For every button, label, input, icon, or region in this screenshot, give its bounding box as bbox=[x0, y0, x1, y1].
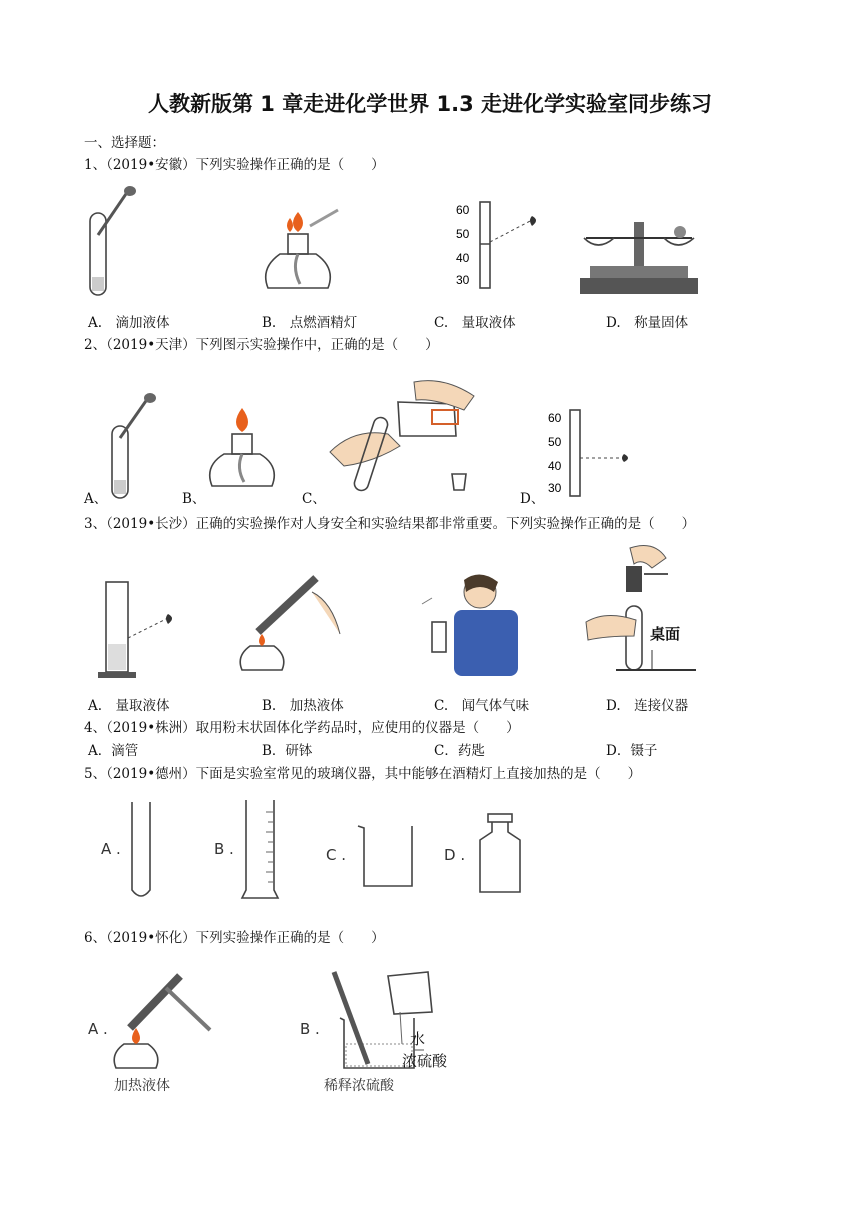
tick-40: 40 bbox=[548, 459, 562, 473]
dropper-tube-image bbox=[108, 392, 168, 502]
alcohol-lamp-image bbox=[206, 402, 278, 492]
q2-option-b: B、 bbox=[182, 491, 206, 507]
graduated-cylinder-image bbox=[240, 798, 280, 902]
question-3-stem: 3、（2019•长沙）正确的实验操作对人身安全和实验结果都非常重要。下列实验操作正确的是（ ） bbox=[84, 516, 696, 532]
question-4-stem: 4、（2019•株洲）取用粉末状固体化学药品时，应使用的仪器是（ ） bbox=[84, 720, 520, 736]
heating-liquid-image bbox=[110, 970, 220, 1074]
balance-image bbox=[576, 208, 702, 296]
smelling-gas-image bbox=[414, 570, 524, 680]
q3-option-b: B. 加热液体 bbox=[262, 698, 344, 714]
test-tube-image bbox=[128, 800, 154, 904]
question-6-stem: 6、（2019•怀化）下列实验操作正确的是（ ） bbox=[84, 930, 385, 946]
q3-option-a: A. 量取液体 bbox=[88, 698, 170, 714]
heating-tube-image bbox=[236, 572, 346, 676]
alcohol-lamp-image bbox=[258, 198, 338, 298]
q1-option-a: A. 滴加液体 bbox=[88, 315, 170, 331]
tick-40: 40 bbox=[456, 251, 470, 265]
q4-option-d: D．镊子 bbox=[606, 743, 658, 759]
q3-option-d: D. 连接仪器 bbox=[606, 698, 689, 714]
q6-acid-label: 浓硫酸 bbox=[402, 1052, 448, 1070]
tick-30: 30 bbox=[456, 273, 470, 287]
tick-60: 60 bbox=[548, 411, 562, 425]
tick-30: 30 bbox=[548, 481, 562, 495]
reagent-bottle-image bbox=[476, 812, 524, 894]
question-2-stem: 2、（2019•天津）下列图示实验操作中，正确的是（ ） bbox=[84, 337, 439, 353]
question-5-stem: 5、（2019•德州）下面是实验室常见的玻璃仪器，其中能够在酒精灯上直接加热的是（ ） bbox=[84, 766, 642, 782]
dropper-tube-image bbox=[80, 185, 150, 300]
q6-water-label: 水 bbox=[410, 1030, 426, 1048]
section-heading: 一、选择题： bbox=[84, 135, 165, 151]
page-title: 人教新版第 1 章走进化学世界 1.3 走进化学实验室同步练习 bbox=[147, 92, 713, 116]
q6-caption-a: 加热液体 bbox=[114, 1078, 170, 1094]
q4-option-c: C．药匙 bbox=[434, 743, 485, 759]
q5-label-d: D . bbox=[444, 846, 466, 864]
pouring-liquid-image bbox=[324, 376, 500, 498]
cylinder-image bbox=[98, 582, 188, 680]
q2-option-d: D、 bbox=[520, 491, 545, 507]
q6-caption-b: 稀释浓硫酸 bbox=[324, 1078, 394, 1094]
tick-50: 50 bbox=[548, 435, 562, 449]
q5-label-b: B . bbox=[214, 840, 234, 858]
tick-50: 50 bbox=[456, 227, 470, 241]
cylinder-reading-image bbox=[544, 410, 644, 498]
q4-option-a: A．滴管 bbox=[88, 743, 139, 759]
q1-option-c: C. 量取液体 bbox=[434, 315, 516, 331]
desk-label: 桌面 bbox=[650, 625, 681, 643]
q2-option-a: A、 bbox=[84, 491, 108, 507]
q6-label-a: A . bbox=[88, 1020, 108, 1038]
q1-option-b: B. 点燃酒精灯 bbox=[262, 315, 358, 331]
q3-option-c: C. 闻气体气味 bbox=[434, 698, 530, 714]
q1-option-d: D. 称量固体 bbox=[606, 315, 689, 331]
tick-60: 60 bbox=[456, 203, 470, 217]
q5-label-a: A . bbox=[101, 840, 121, 858]
connecting-apparatus-image bbox=[586, 544, 696, 674]
beaker-image bbox=[356, 822, 416, 890]
q6-label-b: B . bbox=[300, 1020, 320, 1038]
q2-option-c: C、 bbox=[302, 491, 326, 507]
q5-label-c: C . bbox=[326, 846, 347, 864]
question-1-stem: 1、（2019•安徽）下列实验操作正确的是（ ） bbox=[84, 157, 385, 173]
cylinder-reading-image bbox=[452, 200, 552, 292]
q4-option-b: B．研钵 bbox=[262, 743, 313, 759]
